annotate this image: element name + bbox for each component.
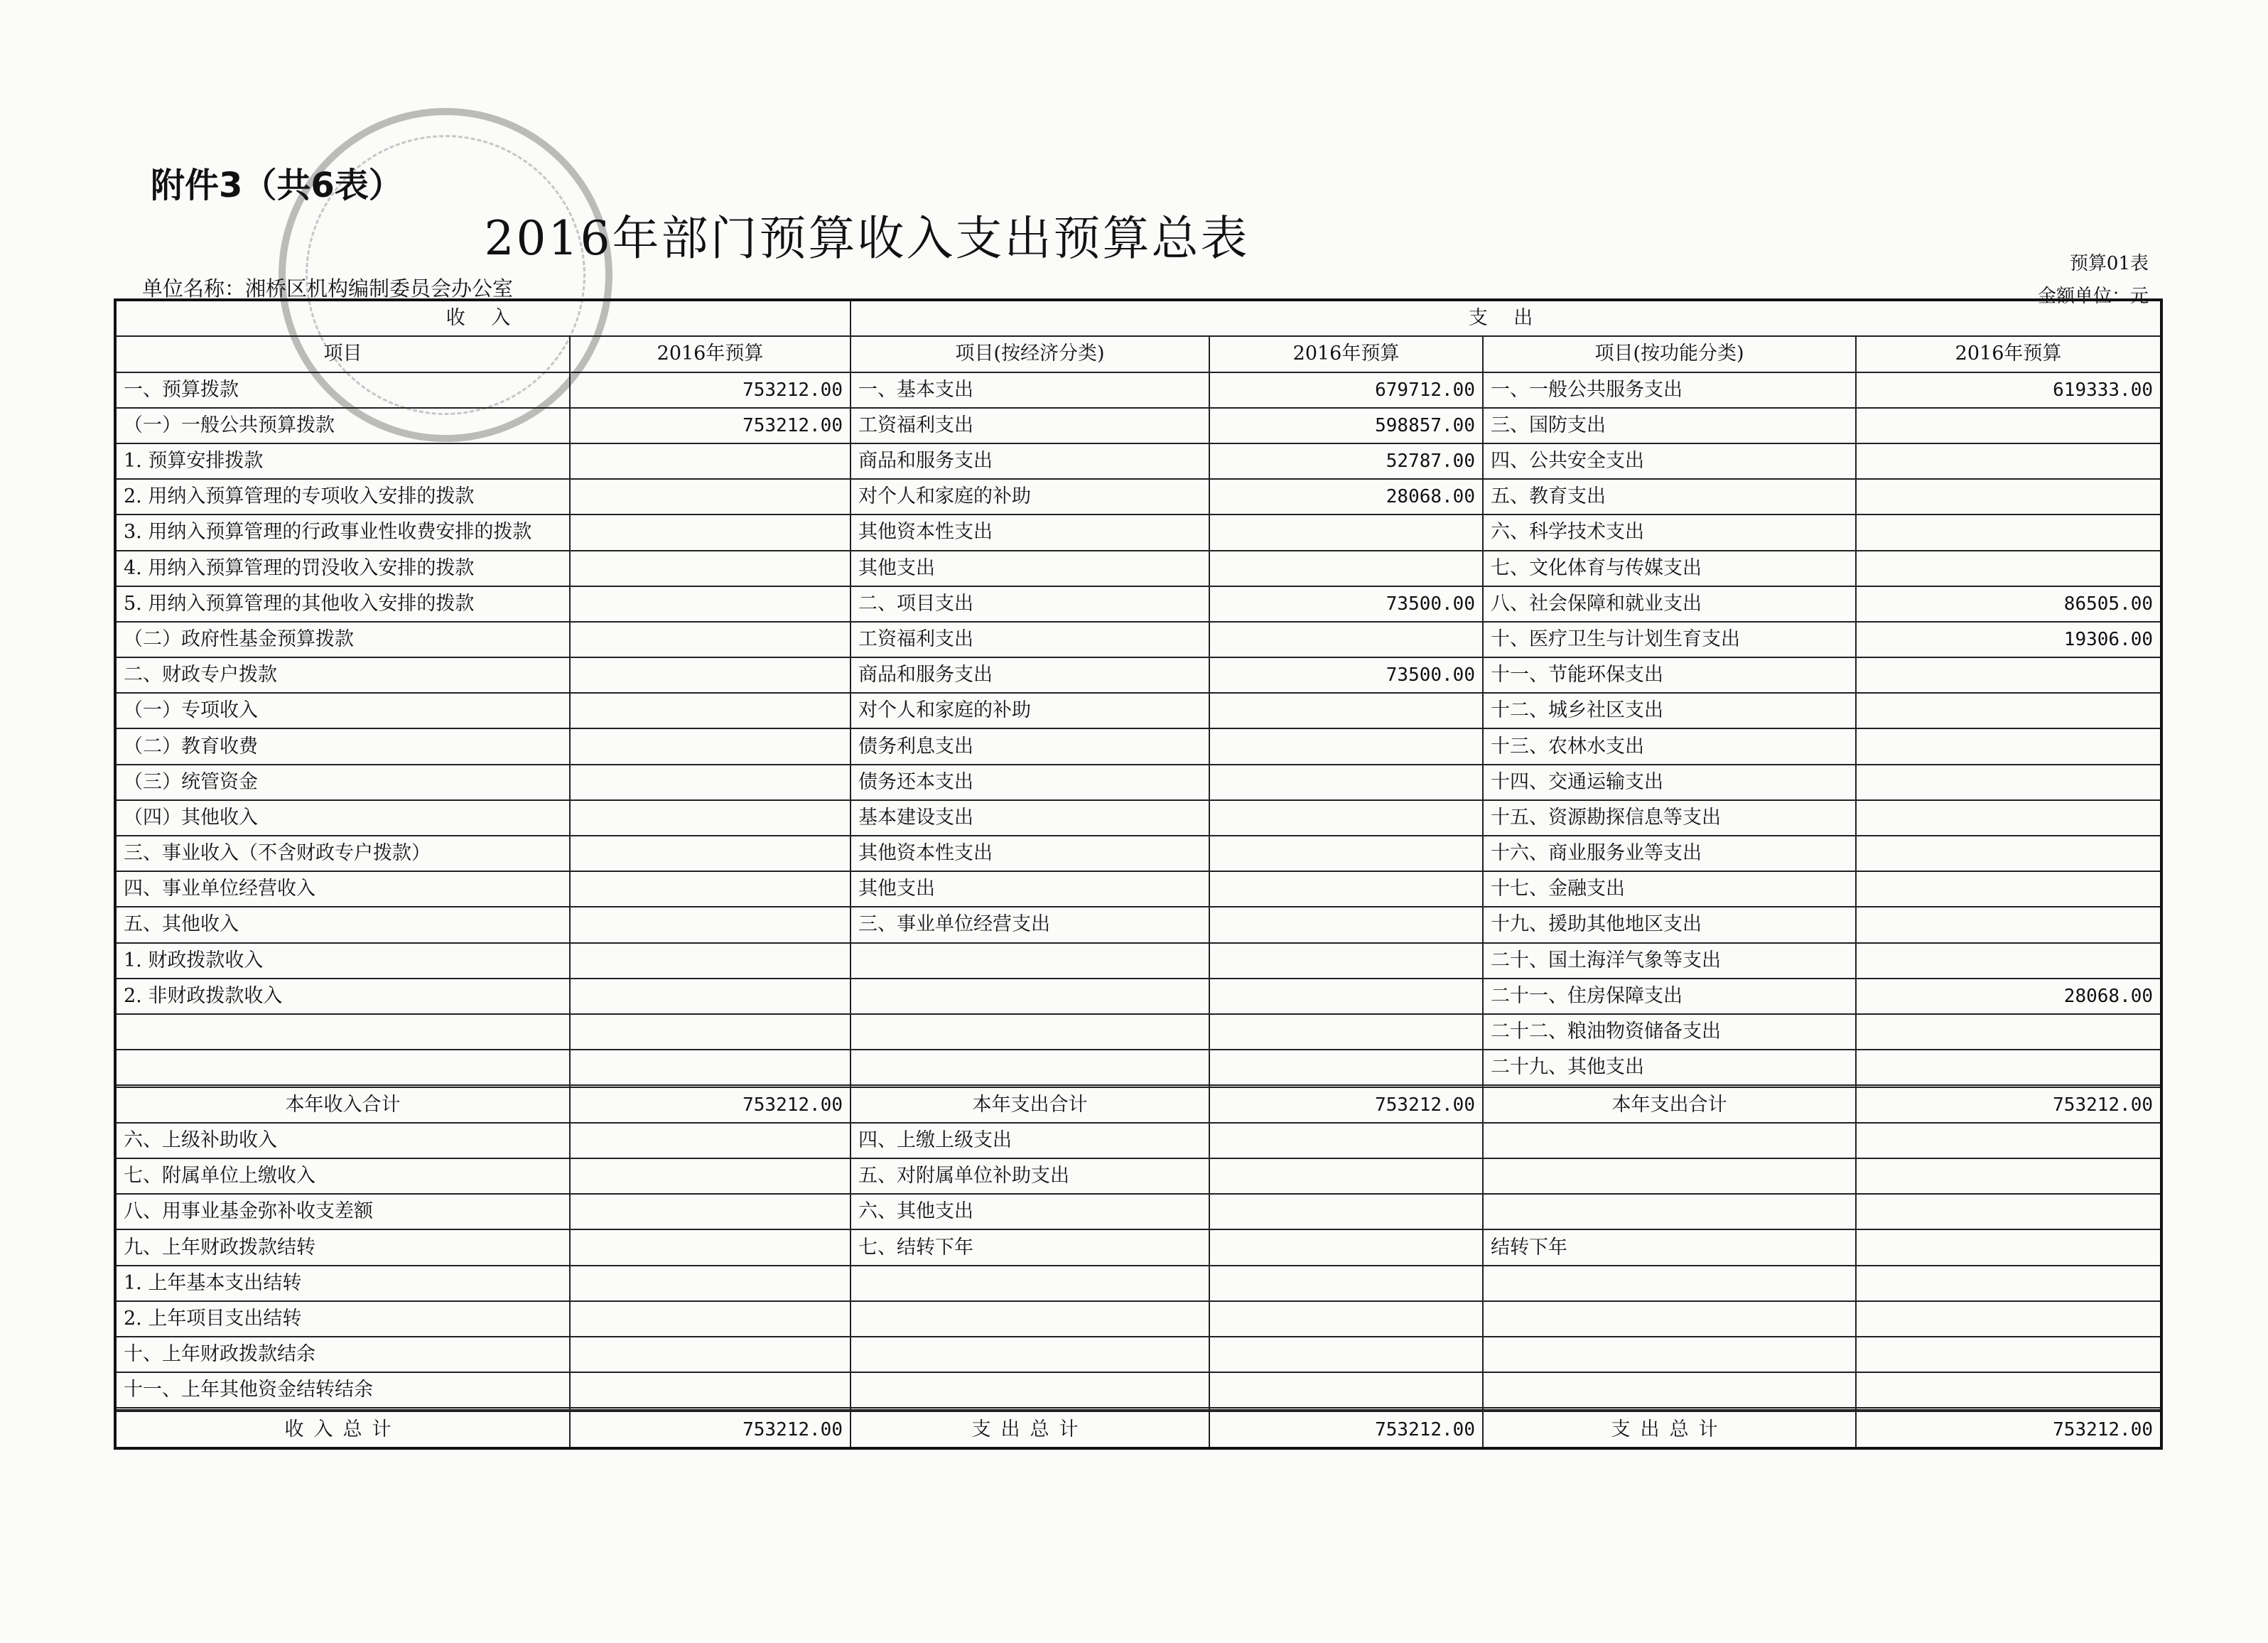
expense-func-item: 二十二、粮油物资储备支出 xyxy=(1483,1014,1856,1050)
expense-econ-amount xyxy=(1209,1372,1483,1408)
expense-econ-amount: 753212.00 xyxy=(1209,1087,1483,1123)
table-row xyxy=(115,1301,2161,1337)
table-row xyxy=(115,551,2161,586)
budget-summary-table xyxy=(114,298,2163,1450)
expense-econ-item: 基本建设支出 xyxy=(850,800,1209,836)
expense-econ-amount xyxy=(1209,1194,1483,1229)
income-item: 八、用事业基金弥补收支差额 xyxy=(115,1194,570,1229)
income-amount xyxy=(570,1194,850,1229)
expense-func-amount xyxy=(1856,1194,2161,1229)
expense-econ-amount xyxy=(1209,1337,1483,1372)
income-amount: 753212.00 xyxy=(570,1087,850,1123)
income-amount xyxy=(570,1158,850,1194)
column-header: 项目(按经济分类) xyxy=(850,336,1209,372)
expense-econ-item: 七、结转下年 xyxy=(850,1229,1209,1265)
table-row xyxy=(115,586,2161,622)
expense-econ-amount: 52787.00 xyxy=(1209,443,1483,479)
expense-func-amount xyxy=(1856,408,2161,443)
expense-econ-item: 其他支出 xyxy=(850,551,1209,586)
expense-func-amount xyxy=(1856,693,2161,728)
expense-func-amount xyxy=(1856,1158,2161,1194)
income-amount xyxy=(570,1229,850,1265)
table-body xyxy=(115,300,2161,1448)
income-item: 1. 预算安排拨款 xyxy=(115,443,570,479)
expense-econ-amount xyxy=(1209,1123,1483,1158)
expense-econ-amount xyxy=(1209,1158,1483,1194)
expense-func-item xyxy=(1483,1123,1856,1158)
currency-unit: 金额单位：元 xyxy=(2037,286,2149,307)
expense-func-item: 结转下年 xyxy=(1483,1229,1856,1265)
expense-func-item xyxy=(1483,1372,1856,1408)
subtotal-row xyxy=(115,1087,2161,1123)
expense-econ-amount xyxy=(1209,1050,1483,1085)
expense-econ-amount xyxy=(1209,1266,1483,1301)
expense-econ-amount xyxy=(1209,728,1483,764)
expense-func-amount xyxy=(1856,836,2161,871)
grand-total-row xyxy=(115,1411,2161,1448)
expense-func-item: 六、科学技术支出 xyxy=(1483,515,1856,550)
table-row xyxy=(115,443,2161,479)
income-amount xyxy=(570,551,850,586)
expense-econ-item xyxy=(850,1337,1209,1372)
expense-func-amount xyxy=(1856,1266,2161,1301)
income-amount xyxy=(570,765,850,800)
expense-func-item: 十四、交通运输支出 xyxy=(1483,765,1856,800)
expense-func-item: 十一、节能环保支出 xyxy=(1483,657,1856,693)
table-row xyxy=(115,1372,2161,1408)
form-number: 预算01表 xyxy=(2069,253,2149,274)
expense-econ-amount xyxy=(1209,515,1483,550)
income-amount xyxy=(570,836,850,871)
expense-func-item: 二十一、住房保障支出 xyxy=(1483,979,1856,1014)
income-amount xyxy=(570,1301,850,1337)
expense-econ-item: 其他支出 xyxy=(850,871,1209,907)
expense-econ-amount xyxy=(1209,871,1483,907)
expense-econ-amount xyxy=(1209,1014,1483,1050)
page-title: 2016年部门预算收入支出预算总表 xyxy=(484,211,1250,266)
expense-func-item: 十五、资源勘探信息等支出 xyxy=(1483,800,1856,836)
expense-func-item: 二十九、其他支出 xyxy=(1483,1050,1856,1085)
expense-func-item: 十九、援助其他地区支出 xyxy=(1483,907,1856,942)
expense-econ-amount xyxy=(1209,836,1483,871)
income-amount: 753212.00 xyxy=(570,408,850,443)
expense-func-amount xyxy=(1856,728,2161,764)
expense-func-amount xyxy=(1856,1337,2161,1372)
expense-econ-item: 工资福利支出 xyxy=(850,408,1209,443)
expense-econ-item: 本年支出合计 xyxy=(850,1087,1209,1123)
income-amount xyxy=(570,728,850,764)
expense-econ-item: 对个人和家庭的补助 xyxy=(850,693,1209,728)
table-row xyxy=(115,1337,2161,1372)
income-item: 2. 用纳入预算管理的专项收入安排的拨款 xyxy=(115,479,570,515)
income-amount xyxy=(570,907,850,942)
expense-econ-amount: 679712.00 xyxy=(1209,372,1483,408)
income-item: 3. 用纳入预算管理的行政事业性收费安排的拨款 xyxy=(115,515,570,550)
expense-func-item: 支出总计 xyxy=(1483,1411,1856,1448)
income-item: 2. 上年项目支出结转 xyxy=(115,1301,570,1337)
column-header: 2016年预算 xyxy=(1856,336,2161,372)
expense-econ-item xyxy=(850,1301,1209,1337)
table-row xyxy=(115,800,2161,836)
income-amount: 753212.00 xyxy=(570,372,850,408)
expense-econ-amount: 28068.00 xyxy=(1209,479,1483,515)
expense-econ-amount: 598857.00 xyxy=(1209,408,1483,443)
table-row xyxy=(115,907,2161,942)
expense-func-amount xyxy=(1856,515,2161,550)
income-amount xyxy=(570,479,850,515)
expense-func-amount xyxy=(1856,1301,2161,1337)
expense-econ-amount xyxy=(1209,765,1483,800)
table-row xyxy=(115,943,2161,979)
expense-func-item: 八、社会保障和就业支出 xyxy=(1483,586,1856,622)
income-item: （一）一般公共预算拨款 xyxy=(115,408,570,443)
expense-func-item: 七、文化体育与传媒支出 xyxy=(1483,551,1856,586)
income-amount xyxy=(570,871,850,907)
income-item: 七、附属单位上缴收入 xyxy=(115,1158,570,1194)
expense-econ-item xyxy=(850,1372,1209,1408)
income-item: 二、财政专户拨款 xyxy=(115,657,570,693)
expense-func-amount: 86505.00 xyxy=(1856,586,2161,622)
table-row xyxy=(115,408,2161,443)
income-item: 十、上年财政拨款结余 xyxy=(115,1337,570,1372)
income-item: 四、事业单位经营收入 xyxy=(115,871,570,907)
expense-econ-amount xyxy=(1209,693,1483,728)
income-item: （一）专项收入 xyxy=(115,693,570,728)
expense-func-item: 十七、金融支出 xyxy=(1483,871,1856,907)
expense-econ-amount xyxy=(1209,943,1483,979)
income-amount xyxy=(570,1266,850,1301)
section-header-row xyxy=(115,300,2161,336)
income-amount xyxy=(570,1050,850,1085)
expense-func-item: 一、一般公共服务支出 xyxy=(1483,372,1856,408)
expense-func-amount xyxy=(1856,1014,2161,1050)
income-item: 九、上年财政拨款结转 xyxy=(115,1229,570,1265)
expense-econ-item: 商品和服务支出 xyxy=(850,443,1209,479)
income-item: 4. 用纳入预算管理的罚没收入安排的拨款 xyxy=(115,551,570,586)
expense-func-amount xyxy=(1856,943,2161,979)
expense-econ-amount: 753212.00 xyxy=(1209,1411,1483,1448)
income-item: （四）其他收入 xyxy=(115,800,570,836)
column-header-row xyxy=(115,336,2161,372)
expense-func-amount xyxy=(1856,443,2161,479)
income-item: （三）统管资金 xyxy=(115,765,570,800)
expense-econ-amount: 73500.00 xyxy=(1209,586,1483,622)
expense-econ-amount xyxy=(1209,1229,1483,1265)
expense-func-item: 四、公共安全支出 xyxy=(1483,443,1856,479)
income-item: 1. 财政拨款收入 xyxy=(115,943,570,979)
expense-econ-item xyxy=(850,943,1209,979)
table-row xyxy=(115,515,2161,550)
expense-func-amount: 619333.00 xyxy=(1856,372,2161,408)
table-row xyxy=(115,657,2161,693)
expense-econ-amount: 73500.00 xyxy=(1209,657,1483,693)
income-item: 十一、上年其他资金结转结余 xyxy=(115,1372,570,1408)
unit-name: 单位名称：湘桥区机构编制委员会办公室 xyxy=(142,276,514,301)
attachment-label: 附件3（共6表） xyxy=(151,166,403,205)
income-item xyxy=(115,1050,570,1085)
income-amount xyxy=(570,693,850,728)
table-row xyxy=(115,1014,2161,1050)
income-amount xyxy=(570,622,850,657)
table-row xyxy=(115,836,2161,871)
income-amount: 753212.00 xyxy=(570,1411,850,1448)
expense-func-item: 十二、城乡社区支出 xyxy=(1483,693,1856,728)
income-item xyxy=(115,1014,570,1050)
income-amount xyxy=(570,800,850,836)
table-row xyxy=(115,1050,2161,1085)
income-amount xyxy=(570,943,850,979)
expense-func-item: 三、国防支出 xyxy=(1483,408,1856,443)
income-amount xyxy=(570,979,850,1014)
table-row xyxy=(115,1266,2161,1301)
expense-econ-item: 商品和服务支出 xyxy=(850,657,1209,693)
table-row xyxy=(115,728,2161,764)
table-row xyxy=(115,693,2161,728)
expense-func-amount xyxy=(1856,479,2161,515)
income-item: 六、上级补助收入 xyxy=(115,1123,570,1158)
expense-func-item: 十三、农林水支出 xyxy=(1483,728,1856,764)
expense-func-amount xyxy=(1856,907,2161,942)
expense-func-item xyxy=(1483,1158,1856,1194)
expense-econ-item: 支出总计 xyxy=(850,1411,1209,1448)
income-amount xyxy=(570,515,850,550)
column-header: 2016年预算 xyxy=(570,336,850,372)
expense-func-item: 五、教育支出 xyxy=(1483,479,1856,515)
income-item: 本年收入合计 xyxy=(115,1087,570,1123)
income-item: 收入总计 xyxy=(115,1411,570,1448)
expense-econ-item: 债务还本支出 xyxy=(850,765,1209,800)
expense-econ-item: 二、项目支出 xyxy=(850,586,1209,622)
column-header: 项目(按功能分类) xyxy=(1483,336,1856,372)
column-header: 2016年预算 xyxy=(1209,336,1483,372)
expense-func-item xyxy=(1483,1266,1856,1301)
expense-func-amount: 753212.00 xyxy=(1856,1411,2161,1448)
expense-func-amount xyxy=(1856,1123,2161,1158)
expense-func-amount xyxy=(1856,1050,2161,1085)
expense-func-amount xyxy=(1856,1229,2161,1265)
table-row xyxy=(115,622,2161,657)
expense-econ-amount xyxy=(1209,1301,1483,1337)
expense-econ-amount xyxy=(1209,551,1483,586)
income-item: 五、其他收入 xyxy=(115,907,570,942)
table-row xyxy=(115,871,2161,907)
income-amount xyxy=(570,657,850,693)
expense-econ-item xyxy=(850,1014,1209,1050)
expense-func-item xyxy=(1483,1337,1856,1372)
income-item: （二）教育收费 xyxy=(115,728,570,764)
income-item: 一、预算拨款 xyxy=(115,372,570,408)
income-item: 2. 非财政拨款收入 xyxy=(115,979,570,1014)
table-row xyxy=(115,765,2161,800)
expense-econ-item: 一、基本支出 xyxy=(850,372,1209,408)
expense-econ-item xyxy=(850,1266,1209,1301)
table-row xyxy=(115,1194,2161,1229)
table-row xyxy=(115,979,2161,1014)
expense-func-amount xyxy=(1856,1372,2161,1408)
expense-func-item: 本年支出合计 xyxy=(1483,1087,1856,1123)
expense-econ-item: 其他资本性支出 xyxy=(850,836,1209,871)
table-row xyxy=(115,372,2161,408)
expense-func-amount xyxy=(1856,800,2161,836)
expense-econ-item: 债务利息支出 xyxy=(850,728,1209,764)
income-amount xyxy=(570,1014,850,1050)
expense-func-item: 十、医疗卫生与计划生育支出 xyxy=(1483,622,1856,657)
expense-func-amount xyxy=(1856,765,2161,800)
expense-econ-item xyxy=(850,979,1209,1014)
expense-func-amount xyxy=(1856,871,2161,907)
expense-econ-item xyxy=(850,1050,1209,1085)
expense-section-header: 支 出 xyxy=(850,300,2161,336)
expense-econ-amount xyxy=(1209,800,1483,836)
expense-econ-item: 三、事业单位经营支出 xyxy=(850,907,1209,942)
income-item: 5. 用纳入预算管理的其他收入安排的拨款 xyxy=(115,586,570,622)
income-amount xyxy=(570,1337,850,1372)
column-header: 项目 xyxy=(115,336,570,372)
expense-func-item: 十六、商业服务业等支出 xyxy=(1483,836,1856,871)
income-section-header: 收 入 xyxy=(115,300,850,336)
expense-func-item: 二十、国土海洋气象等支出 xyxy=(1483,943,1856,979)
expense-func-amount: 28068.00 xyxy=(1856,979,2161,1014)
income-amount xyxy=(570,443,850,479)
expense-func-item xyxy=(1483,1301,1856,1337)
expense-econ-amount xyxy=(1209,907,1483,942)
income-item: 三、事业收入（不含财政专户拨款） xyxy=(115,836,570,871)
expense-econ-item: 工资福利支出 xyxy=(850,622,1209,657)
expense-func-amount xyxy=(1856,551,2161,586)
income-amount xyxy=(570,586,850,622)
table-row xyxy=(115,1123,2161,1158)
income-item: （二）政府性基金预算拨款 xyxy=(115,622,570,657)
expense-econ-amount xyxy=(1209,979,1483,1014)
table-row xyxy=(115,1229,2161,1265)
expense-func-amount xyxy=(1856,657,2161,693)
income-amount xyxy=(570,1372,850,1408)
table-row xyxy=(115,479,2161,515)
income-amount xyxy=(570,1123,850,1158)
table-row xyxy=(115,1158,2161,1194)
income-item: 1. 上年基本支出结转 xyxy=(115,1266,570,1301)
expense-econ-item: 其他资本性支出 xyxy=(850,515,1209,550)
expense-econ-item: 六、其他支出 xyxy=(850,1194,1209,1229)
expense-func-amount: 19306.00 xyxy=(1856,622,2161,657)
expense-econ-item: 五、对附属单位补助支出 xyxy=(850,1158,1209,1194)
expense-func-amount: 753212.00 xyxy=(1856,1087,2161,1123)
expense-func-item xyxy=(1483,1194,1856,1229)
expense-econ-amount xyxy=(1209,622,1483,657)
expense-econ-item: 四、上缴上级支出 xyxy=(850,1123,1209,1158)
expense-econ-item: 对个人和家庭的补助 xyxy=(850,479,1209,515)
